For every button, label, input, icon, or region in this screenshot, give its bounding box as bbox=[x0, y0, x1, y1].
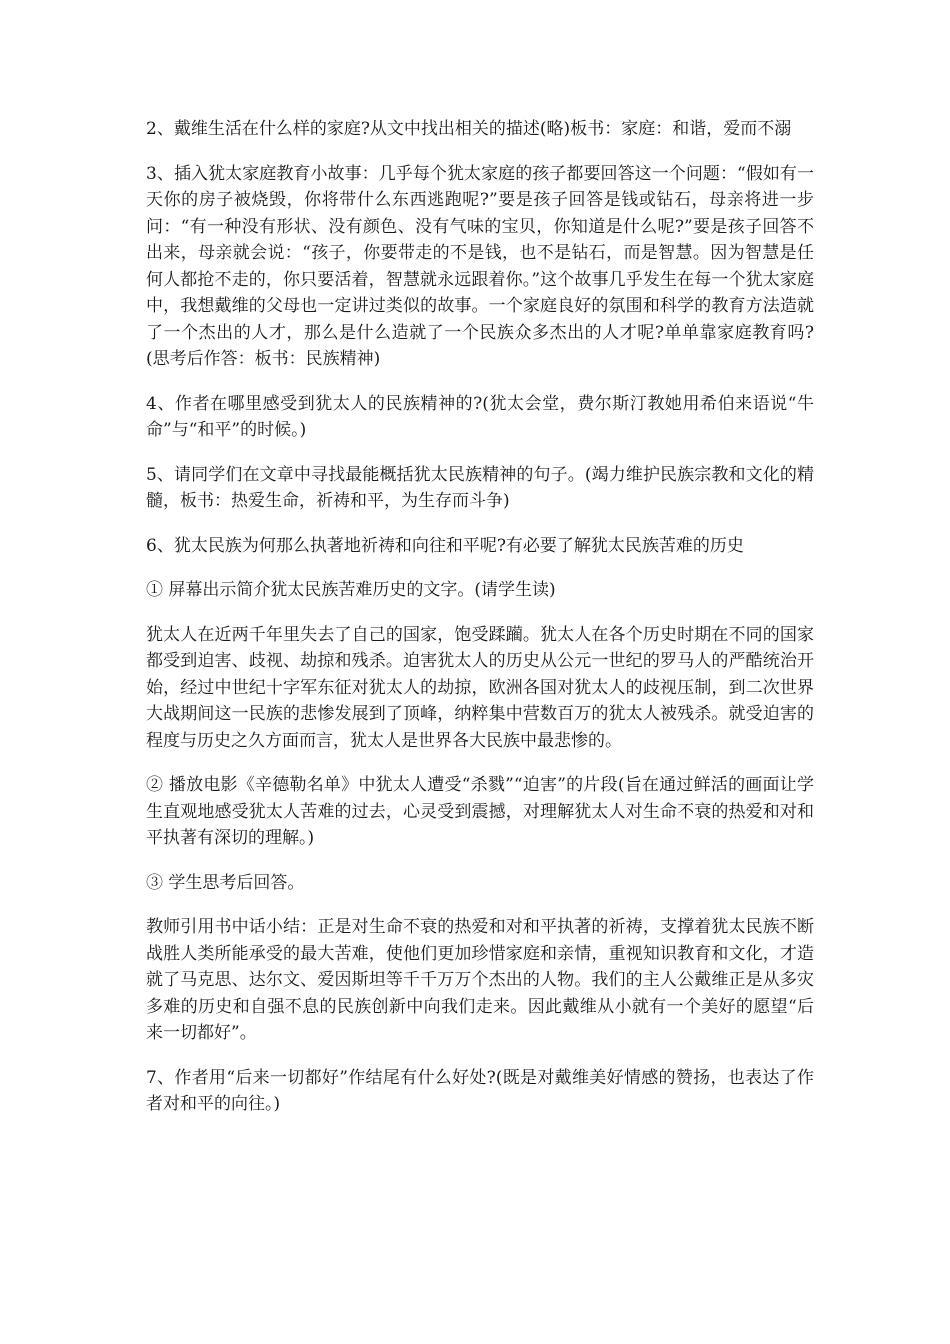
paragraph-step-2: ② 播放电影《辛德勒名单》中犹太人遭受“杀戮”“迫害”的片段(旨在通过鲜活的画面让学生直观地感受犹太人苦难的过去，心灵受到震撼，对理解犹太人对生命不衰的热爱和对和平执著有深切的理解。) bbox=[146, 775, 814, 848]
paragraph-question-2: 2、戴维生活在什么样的家庭?从文中找出相关的描述(略)板书：家庭：和谐，爱而不溺 bbox=[146, 119, 792, 139]
document-page bbox=[146, 116, 814, 1136]
paragraph-teacher-summary: 教师引用书中话小结：正是对生命不衰的热爱和对和平执著的祈祷，支撑着犹太民族不断战胜人类所能承受的最大苦难，使他们更加珍惜家庭和亲情，重视知识教育和文化，才造就了马克思、达尔文、爱因斯坦等千千万万个杰出的人物。我们的主人公戴维正是从多灾多难的历史和自强不息的民族创新中向我们走来。因此戴维从小就有一个美好的愿望“后来一切都好”。 bbox=[146, 917, 814, 1043]
paragraph-question-5: 5、请同学们在文章中寻找最能概括犹太民族精神的句子。(竭力维护民族宗教和文化的精髓，板书：热爱生命，祈祷和平，为生存而斗争) bbox=[146, 464, 814, 511]
paragraph-step-3: ③ 学生思考后回答。 bbox=[146, 872, 305, 893]
paragraph-history-text: 犹太人在近两千年里失去了自己的国家，饱受蹂躏。犹太人在各个历史时期在不同的国家都受到迫害、歧视、劫掠和残杀。迫害犹太人的历史从公元一世纪的罗马人的严酷统治开始，经过中世纪十字军东征对犹太人的劫掠，欧洲各国对犹太人的歧视压制，到二次世界大战期间这一民族的悲惨发展到了顶峰，纳粹集中营数百万的犹太人被残杀。就受迫害的程度与历史之久方面而言，犹太人是世界各大民族中最悲惨的。 bbox=[146, 624, 814, 751]
paragraph-question-6: 6、犹太民族为何那么执著地祈祷和向往和平呢?有必要了解犹太民族苦难的历史 bbox=[146, 535, 744, 556]
paragraph-question-3: 3、插入犹太家庭教育小故事：几乎每个犹太家庭的孩子都要回答这一个问题：“假如有一天你的房子被烧毁，你将带什么东西逃跑呢?”要是孩子回答是钱或钻石，母亲将进一步问：“有一种没有形状、没有颜色、没有气味的宝贝，你知道是什么呢?”要是孩子回答不出来，母亲就会说：“孩子，你要带走的不是钱，也不是钻石，而是智慧。因为智慧是任何人都抢不走的，你只要活着，智慧就永远跟着你。”这个故事几乎发生在每一个犹太家庭中，我想戴维的父母也一定讲过类似的故事。一个家庭良好的氛围和科学的教育方法造就了一个杰出的人才，那么是什么造就了一个民族众多杰出的人才呢?单单靠家庭教育吗?(思考后作答：板书：民族精神) bbox=[146, 163, 814, 369]
paragraph-step-1: ① 屏幕出示简介犹太民族苦难历史的文字。(请学生读) bbox=[146, 580, 556, 600]
paragraph-question-7: 7、作者用“后来一切都好”作结尾有什么好处?(既是对戴维美好情感的赞扬，也表达了作者对和平的向往。) bbox=[146, 1067, 814, 1114]
paragraph-question-4: 4、作者在哪里感受到犹太人的民族精神的?(犹太会堂，费尔斯汀教她用希伯来语说“牛命”与“和平”的时候。) bbox=[146, 393, 814, 440]
